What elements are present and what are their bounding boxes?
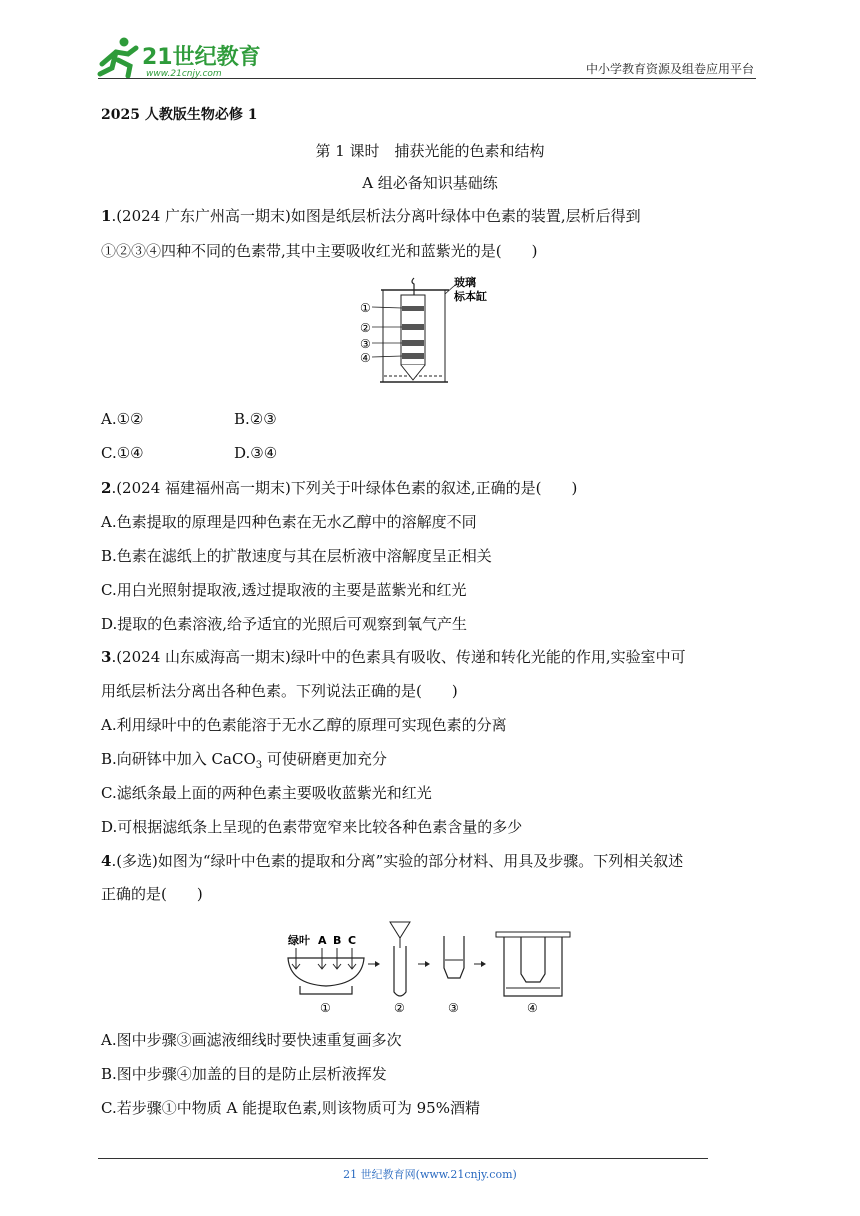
q4-option-c: C.若步骤①中物质 A 能提取色素,则该物质可为 95%酒精 — [101, 1099, 480, 1117]
label-jar: 标本缸 — [454, 290, 487, 303]
q4-procedure-figure — [282, 912, 574, 1017]
q4-stem-line1 — [101, 850, 683, 872]
logo-text: 21世纪教育 — [142, 45, 261, 70]
q3-option-b-text-end: 可使研磨更加充分 — [262, 750, 387, 768]
subject-title: 2025 人教版生物必修 1 — [101, 107, 258, 123]
site-logo — [92, 34, 262, 82]
q1-option-d: D.③④ — [234, 444, 278, 462]
q3-stem-line2: 用纸层析法分离出各种色素。下列说法正确的是( ) — [101, 682, 458, 700]
step-label-3: ③ — [448, 1001, 459, 1015]
footer-link[interactable]: 21 世纪教育网(www.21cnjy.com) — [343, 1168, 517, 1181]
label-glass: 玻璃 — [454, 276, 476, 289]
q2-option-d: D.提取的色素溶液,给予适宜的光照后可观察到氧气产生 — [101, 615, 468, 633]
q3-option-b-text: B.向研钵中加入 CaCO — [101, 750, 256, 768]
footer-divider — [98, 1158, 708, 1159]
band-label-2: ② — [360, 321, 371, 335]
q2-stem — [101, 477, 577, 499]
runner-icon — [100, 38, 136, 77]
q3-option-a: A.利用绿叶中的色素能溶于无水乙醇的原理可实现色素的分离 — [101, 716, 507, 734]
q3-number: 3 — [101, 648, 112, 666]
q1-option-c: C.①④ — [101, 444, 144, 462]
q3-option-b-subscript: 3 — [255, 760, 263, 771]
q1-stem-line2: ①②③④四种不同的色素带,其中主要吸收红光和蓝紫光的是( ) — [101, 242, 538, 260]
q2-text: .(2024 福建福州高一期末)下列关于叶绿体色素的叙述,正确的是( ) — [111, 479, 578, 497]
band-label-3: ③ — [360, 337, 371, 351]
q3-stem-line1 — [101, 646, 686, 668]
q1-stem-line1 — [101, 205, 641, 227]
q3-option-b — [101, 748, 387, 771]
q4-stem-line2: 正确的是( ) — [101, 885, 203, 903]
lesson-title: 第 1 课时 捕获光能的色素和结构 — [315, 142, 545, 160]
q3-option-d: D.可根据滤纸条上呈现的色素带宽窄来比较各种色素含量的多少 — [101, 818, 523, 836]
logo-url: www.21cnjy.com — [146, 69, 222, 79]
q2-option-c: C.用白光照射提取液,透过提取液的主要是蓝紫光和红光 — [101, 581, 467, 599]
label-c: C — [348, 934, 357, 947]
q3-text: .(2024 山东威海高一期末)绿叶中的色素具有吸收、传递和转化光能的作用,实验室中可 — [111, 648, 686, 666]
q4-option-a: A.图中步骤③画滤液细线时要快速重复画多次 — [101, 1031, 402, 1049]
q1-option-a: A.①② — [101, 410, 144, 428]
q4-option-b: B.图中步骤④加盖的目的是防止层析液挥发 — [101, 1065, 387, 1083]
q3-option-c: C.滤纸条最上面的两种色素主要吸收蓝紫光和红光 — [101, 784, 432, 802]
step-label-2: ② — [394, 1001, 405, 1015]
q4-number: 4 — [101, 852, 112, 870]
label-a: A — [318, 934, 327, 947]
band-label-1: ① — [360, 301, 371, 315]
q4-text: .(多选)如图为“绿叶中色素的提取和分离”实验的部分材料、用具及步骤。下列相关叙述 — [111, 852, 684, 870]
label-leaf: 绿叶 — [288, 934, 310, 947]
q1-chromatography-figure — [352, 270, 512, 400]
header-divider — [98, 78, 756, 79]
q2-option-b: B.色素在滤纸上的扩散速度与其在层析液中溶解度呈正相关 — [101, 547, 492, 565]
label-b: B — [333, 934, 342, 947]
q2-number: 2 — [101, 479, 112, 497]
band-label-4: ④ — [360, 351, 371, 365]
q1-option-b: B.②③ — [234, 410, 277, 428]
header-platform-text: 中小学教育资源及组卷应用平台 — [585, 62, 754, 76]
q1-text: .(2024 广东广州高一期末)如图是纸层析法分离叶绿体中色素的装置,层析后得到 — [111, 207, 641, 225]
group-title: A 组必备知识基础练 — [362, 174, 498, 192]
q1-number: 1 — [101, 207, 112, 225]
q2-option-a: A.色素提取的原理是四种色素在无水乙醇中的溶解度不同 — [101, 513, 477, 531]
step-label-4: ④ — [527, 1001, 538, 1015]
step-label-1: ① — [320, 1001, 331, 1015]
